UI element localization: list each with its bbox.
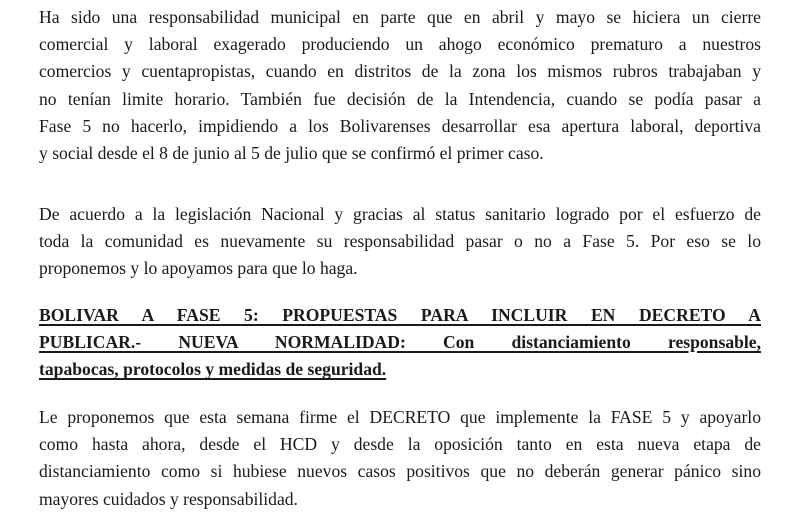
- text-line: toda la comunidad es nuevamente su responsabilidad pasar o no a Fase 5. Por eso se lo: [39, 231, 761, 252]
- text-line: y social desde el 8 de junio al 5 de julio que se confirmó el primer caso.: [39, 143, 544, 164]
- text-line: Fase 5 no hacerlo, impidiendo a los Bolivarenses desarrollar esa apertura laboral, deportiva: [39, 115, 761, 136]
- text-line: proponemos y lo apoyamos para que lo haga.: [39, 258, 358, 279]
- paragraph-decree-proposal: [39, 404, 761, 513]
- text-line: distanciamiento como si hubiese nuevos casos positivos que no deberán generar pánico sino: [39, 461, 761, 482]
- text-line: comercial y laboral exagerado produciendo un ahogo económico prematuro a nuestros: [39, 34, 761, 55]
- text-line: como hasta ahora, desde el HCD y desde la oposición tanto en esta nueva etapa de: [39, 434, 761, 455]
- text-line: mayores cuidados y responsabilidad.: [39, 488, 298, 509]
- text-line: comercios y cuentapropistas, cuando en distritos de la zona los mismos rubros trabajaban y: [39, 61, 761, 82]
- text-line: Ha sido una responsabilidad municipal en parte que en abril y mayo se hiciera un cierre: [39, 7, 761, 27]
- text-line: Le proponemos que esta semana firme el DECRETO que implemente la FASE 5 y apoyarlo: [39, 407, 761, 427]
- paragraph-national-legislation: [39, 201, 761, 283]
- text-line: De acuerdo a la legislación Nacional y gracias al status sanitario logrado por el esfuerzo de: [39, 204, 761, 224]
- section-heading-fase-5: [39, 302, 761, 384]
- text-line: no tenían limite horario. También fue decisión de la Intendencia, cuando se podía pasar a: [39, 88, 761, 109]
- heading-line: tapabocas, protocolos y medidas de seguridad.: [39, 359, 387, 380]
- heading-line: BOLIVAR A FASE 5: PROPUESTAS PARA INCLUIR EN DECRETO A: [39, 305, 761, 325]
- paragraph-municipal-responsibility: [39, 4, 761, 167]
- heading-line: PUBLICAR.- NUEVA NORMALIDAD: Con distanciamiento responsable,: [39, 332, 761, 353]
